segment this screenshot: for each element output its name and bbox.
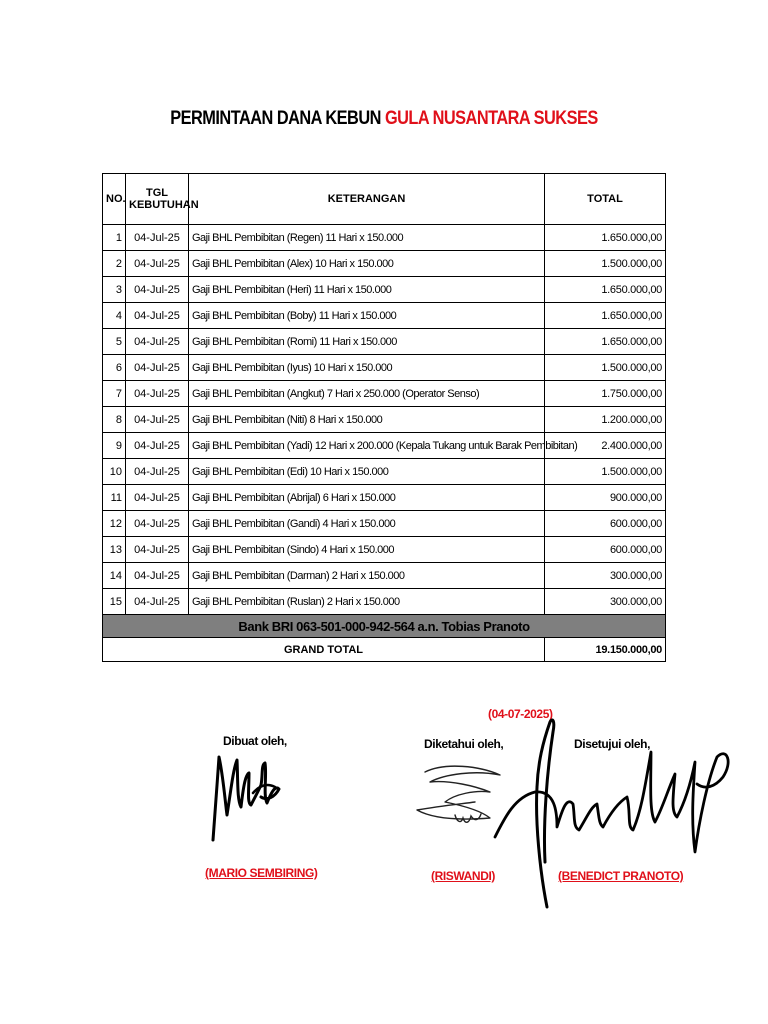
row-total: 1.650.000,00 — [545, 303, 666, 329]
table-row — [103, 329, 666, 355]
row-date: 04-Jul-25 — [126, 277, 189, 303]
table-row — [103, 407, 666, 433]
row-no: 6 — [103, 355, 126, 381]
row-no: 7 — [103, 381, 126, 407]
table-row — [103, 381, 666, 407]
row-no: 14 — [103, 563, 126, 589]
row-total: 2.400.000,00 — [545, 433, 666, 459]
header-tgl-line2: KEBUTUHAN — [129, 199, 199, 211]
title-main: PERMINTAAN DANA KEBUN — [170, 108, 381, 129]
row-total: 300.000,00 — [545, 589, 666, 615]
row-description: Gaji BHL Pembibitan (Abrijal) 6 Hari x 150.000 — [189, 485, 545, 511]
approved-by-name: (BENEDICT PRANOTO) — [558, 869, 684, 883]
row-date: 04-Jul-25 — [126, 537, 189, 563]
row-total: 1.500.000,00 — [545, 251, 666, 277]
row-no: 10 — [103, 459, 126, 485]
bank-row — [103, 615, 666, 638]
table-row — [103, 251, 666, 277]
signature-mario — [205, 745, 285, 845]
row-description: Gaji BHL Pembibitan (Niti) 8 Hari x 150.000 — [189, 407, 545, 433]
row-total: 1.650.000,00 — [545, 277, 666, 303]
row-description: Gaji BHL Pembibitan (Gandi) 4 Hari x 150.000 — [189, 511, 545, 537]
row-description: Gaji BHL Pembibitan (Angkut) 7 Hari x 250.000 (Operator Senso) — [189, 381, 545, 407]
row-total: 1.500.000,00 — [545, 459, 666, 485]
row-total: 1.500.000,00 — [545, 355, 666, 381]
row-description: Gaji BHL Pembibitan (Heri) 11 Hari x 150.000 — [189, 277, 545, 303]
table-header-row — [103, 174, 666, 225]
header-tgl-line1: TGL — [146, 187, 168, 199]
grand-total-label: GRAND TOTAL — [103, 638, 545, 662]
approved-by-label: Disetujui oleh, — [574, 737, 651, 751]
table-row — [103, 433, 666, 459]
row-description: Gaji BHL Pembibitan (Yadi) 12 Hari x 200.000 (Kepala Tukang untuk Barak Pembibitan) — [189, 433, 545, 459]
row-date: 04-Jul-25 — [126, 511, 189, 537]
grand-total-row — [103, 638, 666, 662]
row-description: Gaji BHL Pembibitan (Alex) 10 Hari x 150.000 — [189, 251, 545, 277]
row-date: 04-Jul-25 — [126, 329, 189, 355]
row-total: 300.000,00 — [545, 563, 666, 589]
row-date: 04-Jul-25 — [126, 433, 189, 459]
row-date: 04-Jul-25 — [126, 251, 189, 277]
row-description: Gaji BHL Pembibitan (Boby) 11 Hari x 150.000 — [189, 303, 545, 329]
row-no: 1 — [103, 225, 126, 251]
row-date: 04-Jul-25 — [126, 381, 189, 407]
row-date: 04-Jul-25 — [126, 459, 189, 485]
row-no: 5 — [103, 329, 126, 355]
header-total: TOTAL — [545, 174, 666, 225]
row-no: 13 — [103, 537, 126, 563]
bank-account: Bank BRI 063-501-000-942-564 a.n. Tobias Pranoto — [103, 615, 666, 638]
row-description: Gaji BHL Pembibitan (Edi) 10 Hari x 150.000 — [189, 459, 545, 485]
row-description: Gaji BHL Pembibitan (Romi) 11 Hari x 150.000 — [189, 329, 545, 355]
row-no: 12 — [103, 511, 126, 537]
request-table — [102, 173, 666, 662]
row-no: 15 — [103, 589, 126, 615]
table-row — [103, 511, 666, 537]
row-date: 04-Jul-25 — [126, 589, 189, 615]
table-row — [103, 459, 666, 485]
row-total: 1.750.000,00 — [545, 381, 666, 407]
row-no: 11 — [103, 485, 126, 511]
row-no: 3 — [103, 277, 126, 303]
made-by-label: Dibuat oleh, — [223, 734, 287, 748]
document-title — [54, 108, 714, 130]
row-total: 1.650.000,00 — [545, 329, 666, 355]
row-no: 8 — [103, 407, 126, 433]
row-date: 04-Jul-25 — [126, 485, 189, 511]
row-description: Gaji BHL Pembibitan (Ruslan) 2 Hari x 150.000 — [189, 589, 545, 615]
row-no: 9 — [103, 433, 126, 459]
row-total: 600.000,00 — [545, 511, 666, 537]
made-by-name: (MARIO SEMBIRING) — [205, 866, 318, 880]
known-by-label: Diketahui oleh, — [424, 737, 504, 751]
row-total: 600.000,00 — [545, 537, 666, 563]
header-tgl — [126, 174, 199, 225]
row-date: 04-Jul-25 — [126, 563, 189, 589]
row-no: 4 — [103, 303, 126, 329]
table-row — [103, 589, 666, 615]
known-by-name: (RISWANDI) — [431, 869, 495, 883]
row-total: 900.000,00 — [545, 485, 666, 511]
table-row — [103, 277, 666, 303]
table-row — [103, 303, 666, 329]
grand-total-value: 19.150.000,00 — [545, 638, 666, 662]
title-company: GULA NUSANTARA SUKSES — [384, 108, 598, 129]
row-date: 04-Jul-25 — [126, 407, 189, 433]
row-date: 04-Jul-25 — [126, 355, 189, 381]
header-keterangan: KETERANGAN — [189, 174, 545, 225]
row-no: 2 — [103, 251, 126, 277]
row-total: 1.650.000,00 — [545, 225, 666, 251]
table-row — [103, 485, 666, 511]
table-row — [103, 355, 666, 381]
table-row — [103, 537, 666, 563]
approval-date: (04-07-2025) — [488, 707, 553, 721]
row-description: Gaji BHL Pembibitan (Regen) 11 Hari x 150.000 — [189, 225, 545, 251]
header-no: NO. — [103, 174, 126, 225]
row-date: 04-Jul-25 — [126, 225, 189, 251]
table-row — [103, 225, 666, 251]
row-description: Gaji BHL Pembibitan (Iyus) 10 Hari x 150.000 — [189, 355, 545, 381]
table-row — [103, 563, 666, 589]
row-description: Gaji BHL Pembibitan (Darman) 2 Hari x 150.000 — [189, 563, 545, 589]
row-total: 1.200.000,00 — [545, 407, 666, 433]
row-date: 04-Jul-25 — [126, 303, 189, 329]
row-description: Gaji BHL Pembibitan (Sindo) 4 Hari x 150.000 — [189, 537, 545, 563]
